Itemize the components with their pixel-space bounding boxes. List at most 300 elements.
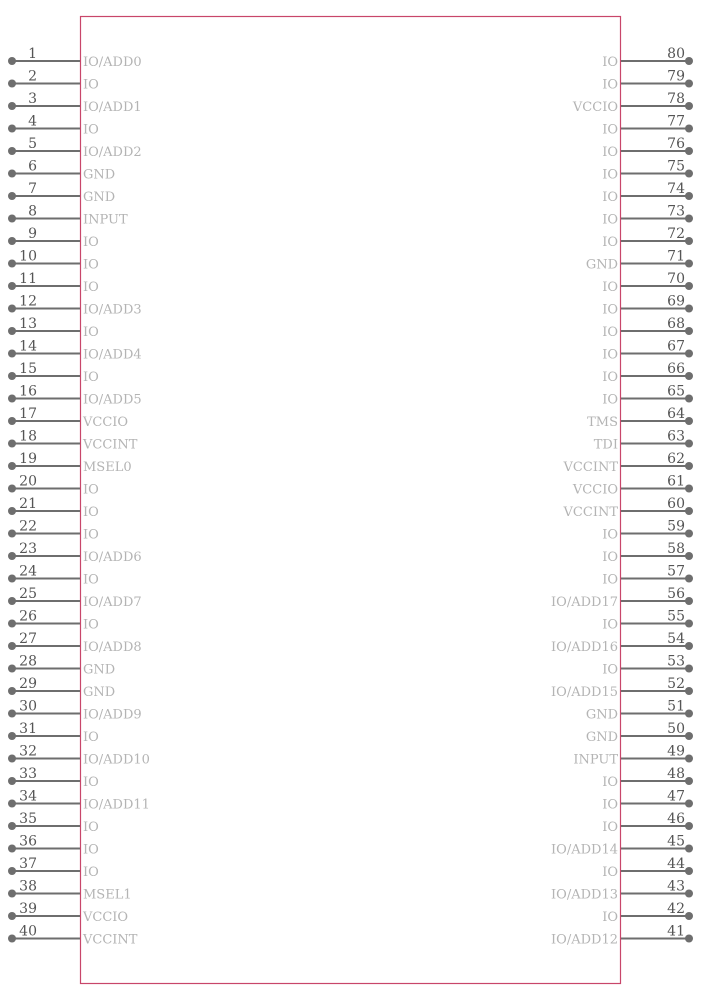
pin-75 <box>602 159 693 183</box>
pin-name: IO <box>83 775 99 790</box>
pin-number: 9 <box>28 226 37 242</box>
pin-terminal-dot <box>685 372 693 380</box>
pin-terminal-dot <box>685 417 693 425</box>
pin-number: 27 <box>19 631 37 647</box>
pin-terminal-dot <box>685 530 693 538</box>
pin-number: 70 <box>667 271 685 287</box>
pin-name: IO <box>602 370 618 385</box>
pin-terminal-dot <box>685 665 693 673</box>
pin-64 <box>587 406 693 430</box>
pin-number: 26 <box>19 608 37 625</box>
pin-12 <box>8 294 142 318</box>
pin-terminal-dot <box>8 395 16 403</box>
pin-name: GND <box>585 730 618 745</box>
pin-53 <box>602 654 693 678</box>
pin-terminal-dot <box>685 327 693 335</box>
pin-number: 12 <box>19 293 37 310</box>
pin-terminal-dot <box>685 777 693 785</box>
pin-name: GND <box>83 167 116 183</box>
pin-terminal-dot <box>685 147 693 155</box>
pin-name: GND <box>585 707 618 723</box>
pin-61 <box>572 474 693 498</box>
pin-3 <box>8 91 142 115</box>
pin-number: 63 <box>667 428 685 445</box>
pin-68 <box>602 316 693 340</box>
pin-name: IO/ADD16 <box>551 640 618 655</box>
pin-terminal-dot <box>8 800 16 808</box>
pin-73 <box>602 204 693 228</box>
pin-terminal-dot <box>8 282 16 290</box>
pin-number: 24 <box>19 563 37 580</box>
pin-number: 68 <box>667 316 685 332</box>
pin-number: 66 <box>667 361 685 377</box>
pin-name: IO <box>83 730 99 745</box>
pin-terminal-dot <box>8 440 16 448</box>
pin-name: IO/ADD7 <box>83 595 142 610</box>
pin-65 <box>602 384 693 408</box>
pin-terminal-dot <box>8 935 16 943</box>
pin-name: IO <box>602 190 618 205</box>
pin-name: MSEL0 <box>83 460 132 475</box>
pin-number: 29 <box>19 676 37 692</box>
pin-57 <box>602 564 693 588</box>
pin-terminal-dot <box>8 372 16 380</box>
pin-terminal-dot <box>685 890 693 898</box>
pin-number: 78 <box>667 91 685 107</box>
pin-terminal-dot <box>8 125 16 133</box>
pin-name: IO/ADD13 <box>551 887 618 903</box>
pin-number: 67 <box>667 338 685 355</box>
pin-terminal-dot <box>8 687 16 695</box>
pin-66 <box>602 361 693 385</box>
pin-terminal-dot <box>8 462 16 470</box>
pin-terminal-dot <box>8 732 16 740</box>
pin-11 <box>8 271 99 295</box>
pin-35 <box>8 811 99 835</box>
pin-number: 34 <box>19 788 37 805</box>
pin-42 <box>602 901 693 925</box>
pin-name: IO <box>602 55 618 70</box>
pin-number: 58 <box>667 541 685 557</box>
pin-terminal-dot <box>685 440 693 448</box>
pin-name: IO <box>602 617 618 633</box>
pin-name: INPUT <box>573 752 618 768</box>
pin-number: 13 <box>19 316 37 332</box>
pin-terminal-dot <box>685 710 693 718</box>
pin-name: IO <box>83 280 99 295</box>
pin-terminal-dot <box>8 305 16 313</box>
pin-52 <box>551 676 693 700</box>
pin-19 <box>8 451 132 475</box>
pin-name: IO <box>83 617 99 633</box>
pin-number: 50 <box>667 721 685 737</box>
pin-name: IO <box>83 370 99 385</box>
pin-name: IO/ADD14 <box>551 842 618 858</box>
pin-50 <box>586 721 693 745</box>
pin-name: IO <box>602 550 618 565</box>
pin-terminal-dot <box>685 462 693 470</box>
pin-43 <box>551 879 693 903</box>
pin-terminal-dot <box>685 822 693 830</box>
pin-name: IO <box>602 527 618 543</box>
pin-44 <box>602 856 693 880</box>
right-pin-group <box>551 46 693 948</box>
pin-name: IO/ADD2 <box>83 145 142 160</box>
pin-name: VCCINT <box>563 505 618 520</box>
pin-name: VCCINT <box>83 437 138 453</box>
pin-name: GND <box>83 190 116 205</box>
pin-name: IO <box>602 662 618 678</box>
pin-number: 15 <box>19 361 37 377</box>
pin-name: IO <box>83 235 99 250</box>
pin-number: 11 <box>19 271 37 287</box>
pin-terminal-dot <box>685 57 693 65</box>
pin-terminal-dot <box>8 845 16 853</box>
pin-name: VCCIO <box>83 910 129 925</box>
pin-name: IO <box>602 122 618 138</box>
pin-30 <box>8 699 142 723</box>
pin-77 <box>602 114 693 138</box>
pin-name: IO/ADD5 <box>83 392 142 408</box>
pin-terminal-dot <box>8 755 16 763</box>
pin-45 <box>551 834 693 858</box>
pin-terminal-dot <box>685 260 693 268</box>
pin-number: 22 <box>19 518 37 535</box>
pin-number: 8 <box>28 203 37 220</box>
pin-13 <box>8 316 99 340</box>
pin-number: 72 <box>667 226 685 242</box>
pin-56 <box>551 586 693 610</box>
pin-63 <box>594 429 693 453</box>
pin-number: 17 <box>19 406 37 422</box>
pin-name: INPUT <box>83 212 128 228</box>
pin-15 <box>8 361 99 385</box>
pin-name: VCCIO <box>83 415 129 430</box>
pin-name: IO/ADD3 <box>83 302 142 318</box>
ic-body-outline <box>81 17 621 984</box>
pin-number: 75 <box>667 158 685 175</box>
pin-name: IO/ADD4 <box>83 347 142 363</box>
pin-name: IO/ADD10 <box>83 752 150 768</box>
pin-74 <box>602 181 693 205</box>
pin-terminal-dot <box>685 395 693 403</box>
pin-number: 79 <box>667 68 685 85</box>
pin-4 <box>8 114 99 138</box>
pin-name: IO <box>602 572 618 588</box>
pin-name: VCCINT <box>563 460 618 475</box>
pin-51 <box>586 699 693 723</box>
pin-number: 2 <box>28 68 37 85</box>
pin-number: 52 <box>667 676 685 692</box>
pin-terminal-dot <box>685 282 693 290</box>
pin-terminal-dot <box>8 597 16 605</box>
pin-terminal-dot <box>685 912 693 920</box>
pin-27 <box>8 631 142 655</box>
pin-name: IO <box>83 820 99 835</box>
pin-number: 3 <box>28 91 37 107</box>
pin-number: 40 <box>19 923 37 940</box>
pin-21 <box>8 496 99 520</box>
pin-number: 39 <box>19 901 37 917</box>
pin-terminal-dot <box>8 665 16 673</box>
pin-34 <box>8 789 150 813</box>
pin-name: VCCINT <box>83 932 138 948</box>
pin-number: 20 <box>19 473 37 490</box>
pin-80 <box>602 46 693 70</box>
pin-name: VCCIO <box>572 100 618 115</box>
pin-6 <box>8 159 115 183</box>
pin-name: IO <box>602 775 618 790</box>
pin-20 <box>8 474 99 498</box>
pin-name: IO/ADD8 <box>83 640 142 655</box>
pin-33 <box>8 766 99 790</box>
pin-72 <box>602 226 693 250</box>
pin-60 <box>563 496 693 520</box>
pin-name: IO <box>602 797 618 813</box>
pin-terminal-dot <box>8 777 16 785</box>
pin-number: 77 <box>667 113 685 130</box>
pin-7 <box>8 181 115 205</box>
pin-number: 1 <box>28 46 37 62</box>
pin-name: IO <box>602 235 618 250</box>
pin-67 <box>602 339 693 363</box>
pin-number: 46 <box>667 811 685 827</box>
pin-terminal-dot <box>685 215 693 223</box>
pin-terminal-dot <box>685 575 693 583</box>
pin-number: 19 <box>19 451 37 467</box>
pin-25 <box>8 586 142 610</box>
pin-69 <box>602 294 693 318</box>
pin-32 <box>8 744 150 768</box>
pin-number: 10 <box>19 248 37 265</box>
pin-number: 60 <box>667 496 685 512</box>
pin-number: 54 <box>667 631 685 647</box>
pin-terminal-dot <box>8 912 16 920</box>
pin-37 <box>8 856 99 880</box>
pin-number: 31 <box>19 721 37 737</box>
pin-49 <box>573 744 693 768</box>
pin-number: 57 <box>667 563 685 580</box>
pin-55 <box>602 609 693 633</box>
pin-name: IO <box>83 865 99 880</box>
pin-18 <box>8 429 138 453</box>
pin-number: 25 <box>19 586 37 602</box>
pin-39 <box>8 901 128 925</box>
pin-38 <box>8 879 132 903</box>
pin-name: IO <box>83 122 99 138</box>
pin-62 <box>563 451 693 475</box>
pin-name: IO/ADD1 <box>83 100 142 115</box>
pin-number: 64 <box>667 406 685 422</box>
pin-number: 44 <box>667 856 685 872</box>
pin-number: 5 <box>28 136 37 152</box>
pin-name: IO <box>602 325 618 340</box>
pin-26 <box>8 609 99 633</box>
pin-name: GND <box>585 257 618 273</box>
pin-terminal-dot <box>685 867 693 875</box>
pin-name: GND <box>83 685 116 700</box>
pin-terminal-dot <box>8 417 16 425</box>
pin-terminal-dot <box>8 170 16 178</box>
pin-79 <box>602 69 693 93</box>
pin-terminal-dot <box>685 102 693 110</box>
pin-78 <box>572 91 693 115</box>
pin-name: IO/ADD15 <box>551 685 618 700</box>
pin-number: 74 <box>667 181 685 197</box>
pin-number: 61 <box>667 473 685 490</box>
pin-number: 69 <box>667 293 685 310</box>
pin-number: 71 <box>667 248 685 265</box>
pin-number: 80 <box>667 46 685 62</box>
pin-terminal-dot <box>8 192 16 200</box>
pin-name: IO <box>602 865 618 880</box>
pin-number: 51 <box>667 698 685 715</box>
pin-name: IO/ADD9 <box>83 707 142 723</box>
pin-number: 18 <box>19 428 37 445</box>
pin-number: 55 <box>667 608 685 625</box>
pin-name: IO <box>83 527 99 543</box>
pin-number: 59 <box>667 518 685 535</box>
pin-1 <box>8 46 142 70</box>
pin-71 <box>586 249 693 273</box>
pin-name: IO <box>83 325 99 340</box>
pin-terminal-dot <box>685 687 693 695</box>
pin-terminal-dot <box>8 327 16 335</box>
pin-24 <box>8 564 99 588</box>
pin-name: TDI <box>593 437 618 453</box>
pin-number: 33 <box>19 766 37 782</box>
pin-name: IO <box>83 572 99 588</box>
pin-terminal-dot <box>685 237 693 245</box>
pin-name: IO <box>602 347 618 363</box>
pin-terminal-dot <box>685 642 693 650</box>
pin-2 <box>8 69 99 93</box>
pin-40 <box>8 924 138 948</box>
pin-name: IO <box>83 77 99 93</box>
pin-58 <box>602 541 693 565</box>
pin-59 <box>602 519 693 543</box>
pin-terminal-dot <box>8 102 16 110</box>
pin-16 <box>8 384 142 408</box>
pin-54 <box>551 631 693 655</box>
pin-number: 65 <box>667 383 685 400</box>
pin-76 <box>602 136 693 160</box>
pin-terminal-dot <box>685 755 693 763</box>
pin-number: 53 <box>667 653 685 670</box>
pin-name: IO/ADD0 <box>83 55 142 70</box>
pin-number: 76 <box>667 136 685 152</box>
pin-name: IO <box>602 280 618 295</box>
pin-terminal-dot <box>8 80 16 88</box>
pin-number: 32 <box>19 743 37 760</box>
pin-46 <box>602 811 693 835</box>
pin-terminal-dot <box>8 57 16 65</box>
pin-terminal-dot <box>685 935 693 943</box>
pin-number: 45 <box>667 833 685 850</box>
pin-name: IO <box>602 77 618 93</box>
pin-terminal-dot <box>8 507 16 515</box>
pin-number: 47 <box>667 788 685 805</box>
pin-5 <box>8 136 142 160</box>
pin-terminal-dot <box>8 552 16 560</box>
pin-number: 30 <box>19 698 37 715</box>
pin-29 <box>8 676 115 700</box>
pin-terminal-dot <box>685 80 693 88</box>
pin-number: 48 <box>667 766 685 782</box>
pin-36 <box>8 834 99 858</box>
pin-number: 21 <box>19 496 37 512</box>
pin-terminal-dot <box>685 732 693 740</box>
pin-22 <box>8 519 99 543</box>
pin-name: IO <box>602 820 618 835</box>
left-pin-group <box>8 46 150 948</box>
pin-31 <box>8 721 99 745</box>
pin-name: VCCIO <box>572 482 618 498</box>
pin-terminal-dot <box>685 620 693 628</box>
pin-number: 23 <box>19 541 37 557</box>
pin-23 <box>8 541 142 565</box>
pin-17 <box>8 406 128 430</box>
pin-terminal-dot <box>8 260 16 268</box>
pin-9 <box>8 226 99 250</box>
pin-terminal-dot <box>8 530 16 538</box>
pin-47 <box>602 789 693 813</box>
pin-name: IO/ADD17 <box>551 595 618 610</box>
pin-terminal-dot <box>685 350 693 358</box>
pin-number: 49 <box>667 743 685 760</box>
pin-number: 43 <box>667 878 685 895</box>
pin-name: IO <box>602 145 618 160</box>
pin-name: IO/ADD12 <box>551 932 618 948</box>
pin-name: IO <box>83 505 99 520</box>
pin-terminal-dot <box>8 620 16 628</box>
pin-name: IO <box>602 910 618 925</box>
pin-14 <box>8 339 142 363</box>
pin-name: GND <box>83 662 116 678</box>
pin-number: 56 <box>667 586 685 602</box>
pin-terminal-dot <box>685 485 693 493</box>
pin-terminal-dot <box>8 575 16 583</box>
pin-number: 14 <box>19 338 37 355</box>
pin-number: 7 <box>28 181 37 197</box>
pin-number: 38 <box>19 878 37 895</box>
pin-terminal-dot <box>8 867 16 875</box>
pin-number: 28 <box>19 653 37 670</box>
pin-terminal-dot <box>685 800 693 808</box>
pin-terminal-dot <box>685 305 693 313</box>
pin-name: IO/ADD6 <box>83 550 142 565</box>
pin-number: 37 <box>19 856 37 872</box>
pin-name: IO <box>83 842 99 858</box>
pin-terminal-dot <box>685 597 693 605</box>
pin-28 <box>8 654 115 678</box>
pin-48 <box>602 766 693 790</box>
pin-41 <box>551 924 693 948</box>
pin-terminal-dot <box>8 237 16 245</box>
pin-terminal-dot <box>8 485 16 493</box>
pin-terminal-dot <box>8 215 16 223</box>
pin-terminal-dot <box>685 192 693 200</box>
pin-terminal-dot <box>685 507 693 515</box>
pin-terminal-dot <box>8 710 16 718</box>
pin-terminal-dot <box>685 170 693 178</box>
pin-number: 6 <box>28 158 37 175</box>
pin-name: IO <box>602 302 618 318</box>
pin-name: IO <box>83 257 99 273</box>
pin-name: IO <box>83 482 99 498</box>
pin-number: 62 <box>667 451 685 467</box>
pin-name: IO <box>602 167 618 183</box>
